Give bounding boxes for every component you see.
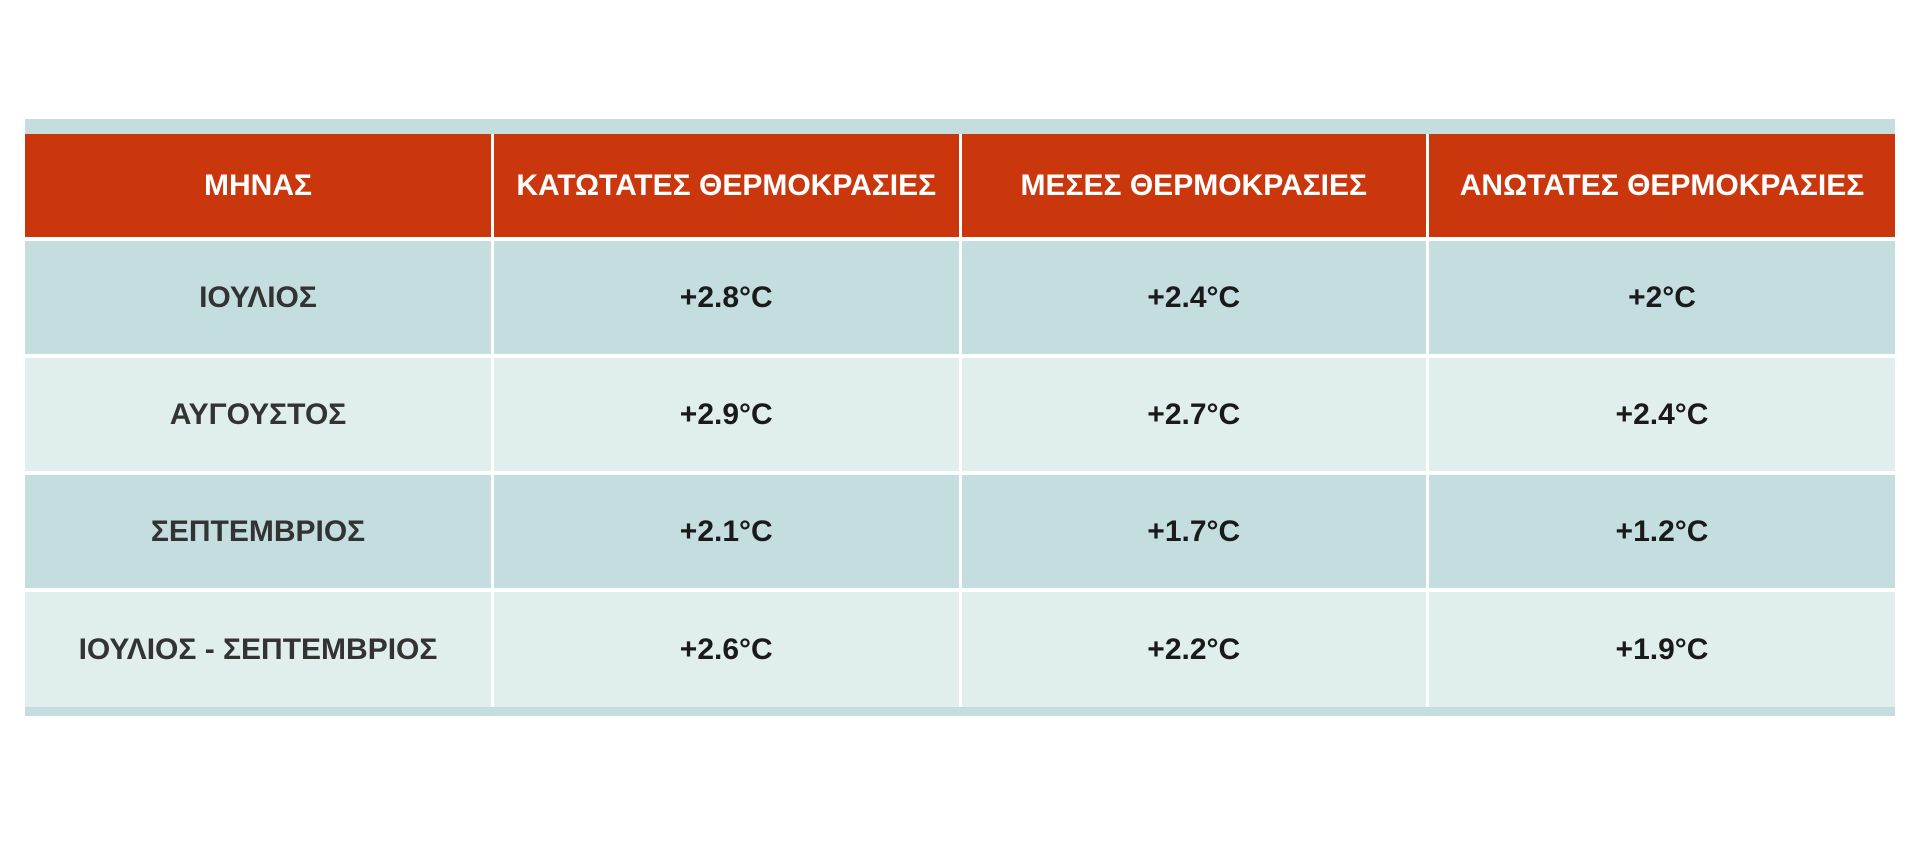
month-cell: ΑΥΓΟΥΣΤΟΣ (25, 356, 493, 473)
table-row (25, 356, 1895, 473)
table-row (25, 590, 1895, 707)
month-cell: ΙΟΥΛΙΟΣ (25, 239, 493, 356)
max-temp-cell: +1.9°C (1428, 590, 1896, 707)
month-cell: ΣΕΠΤΕΜΒΡΙΟΣ (25, 473, 493, 590)
table-body (25, 239, 1895, 707)
table-row (25, 473, 1895, 590)
min-temp-cell: +2.8°C (493, 239, 961, 356)
temperature-table-frame (25, 119, 1895, 716)
table-row (25, 239, 1895, 356)
mean-temp-cell: +2.4°C (960, 239, 1428, 356)
min-temp-cell: +2.9°C (493, 356, 961, 473)
table-header (25, 134, 1895, 239)
min-temp-cell: +2.1°C (493, 473, 961, 590)
max-temp-cell: +1.2°C (1428, 473, 1896, 590)
max-temp-cell: +2.4°C (1428, 356, 1896, 473)
temperature-table (25, 134, 1895, 707)
header-min-temperatures: ΚΑΤΩΤΑΤΕΣ ΘΕΡΜΟΚΡΑΣΙΕΣ (493, 134, 961, 239)
header-month: ΜΗΝΑΣ (25, 134, 493, 239)
header-max-temperatures: ΑΝΩΤΑΤΕΣ ΘΕΡΜΟΚΡΑΣΙΕΣ (1428, 134, 1896, 239)
header-mean-temperatures: ΜΕΣΕΣ ΘΕΡΜΟΚΡΑΣΙΕΣ (960, 134, 1428, 239)
month-cell: ΙΟΥΛΙΟΣ - ΣΕΠΤΕΜΒΡΙΟΣ (25, 590, 493, 707)
header-row (25, 134, 1895, 239)
mean-temp-cell: +2.2°C (960, 590, 1428, 707)
mean-temp-cell: +1.7°C (960, 473, 1428, 590)
mean-temp-cell: +2.7°C (960, 356, 1428, 473)
min-temp-cell: +2.6°C (493, 590, 961, 707)
max-temp-cell: +2°C (1428, 239, 1896, 356)
